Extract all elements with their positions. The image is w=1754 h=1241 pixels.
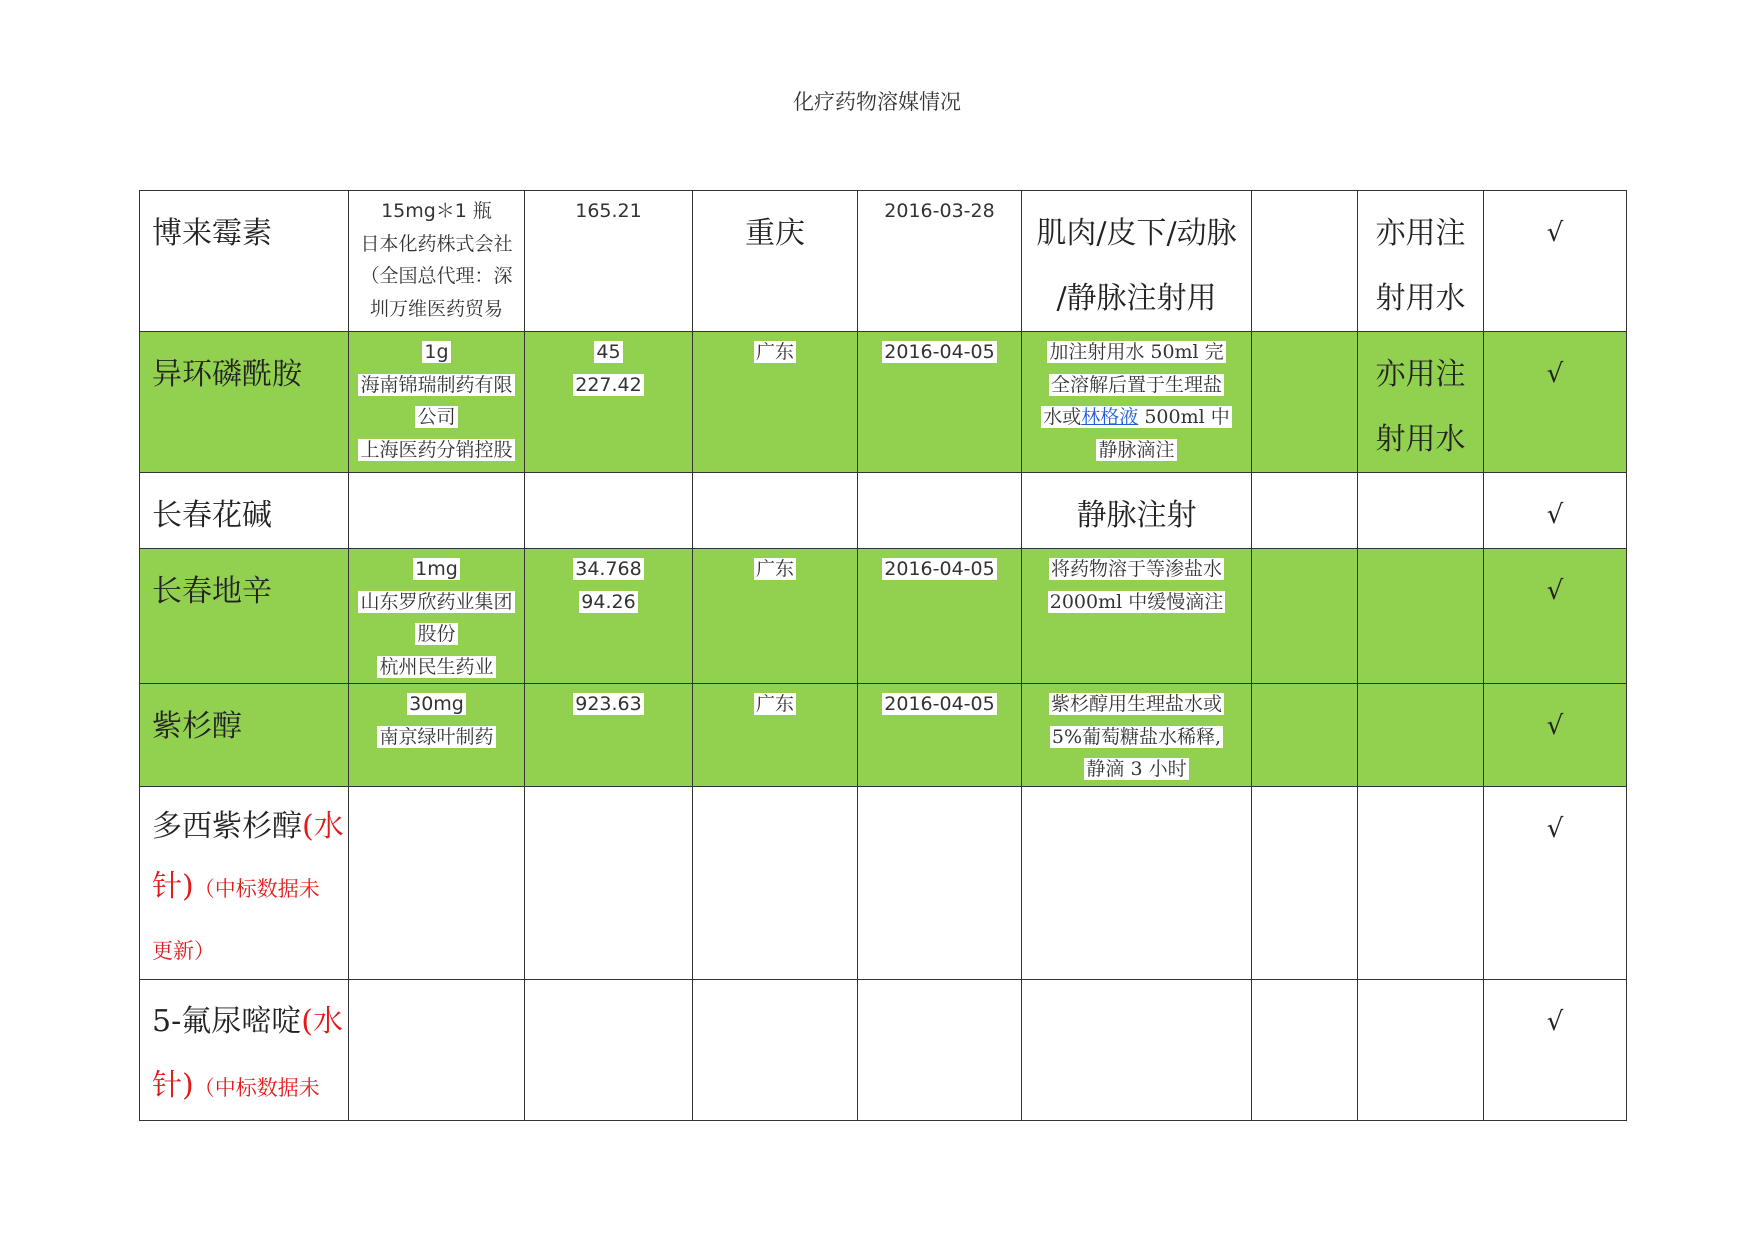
- empty-cell: [693, 473, 858, 549]
- bid-note: （中标数据未: [193, 1075, 320, 1100]
- spec-line: 日本化药株式会社: [360, 232, 513, 255]
- empty-cell: [693, 979, 858, 1120]
- empty-cell: [1358, 684, 1484, 787]
- spec-line: 圳万维医药贸易: [369, 297, 503, 320]
- drug-name: 长春地辛: [152, 574, 272, 609]
- empty-cell: [1252, 684, 1358, 787]
- spec-line: 公司: [417, 406, 456, 428]
- date-value: 2016-03-28: [884, 200, 995, 222]
- spec-line: 南京绿叶制药: [379, 725, 494, 748]
- drug-name: 多西紫杉醇: [152, 808, 302, 844]
- spec-line: 15mg＊1 瓶: [381, 200, 492, 222]
- empty-cell: [693, 786, 858, 979]
- price-cell: [525, 332, 693, 473]
- region-value: 广东: [755, 341, 794, 363]
- route-cell: [1022, 684, 1252, 787]
- empty-cell: [1252, 332, 1358, 473]
- region-value: 广东: [755, 693, 794, 715]
- drug-name-cell: [140, 786, 349, 979]
- drug-name-cell: [140, 979, 349, 1120]
- empty-cell: [349, 473, 525, 549]
- spec-line: 杭州民生药业: [379, 655, 494, 678]
- solvent-line: 射用水: [1375, 422, 1466, 457]
- drug-solvent-table: [139, 190, 1627, 1121]
- spec-line: 30mg: [409, 693, 464, 715]
- empty-cell: [349, 786, 525, 979]
- empty-cell: [1358, 979, 1484, 1120]
- price-value: 165.21: [575, 200, 642, 222]
- solvent-cell: [1358, 332, 1484, 473]
- table-row: [140, 332, 1627, 473]
- route-line: /静脉注射用: [1056, 281, 1217, 316]
- check-cell: [1484, 549, 1627, 684]
- dosage-form-close: 针): [152, 1067, 194, 1103]
- solvent-line: 射用水: [1375, 281, 1466, 316]
- route-cell: [1022, 191, 1252, 332]
- route-cell: [1022, 473, 1252, 549]
- empty-cell: [1252, 549, 1358, 684]
- table-row: [140, 191, 1627, 332]
- date-cell: [858, 684, 1022, 787]
- check-mark: √: [1546, 359, 1564, 389]
- date-value: 2016-04-05: [884, 558, 995, 580]
- region-cell: [693, 684, 858, 787]
- empty-cell: [858, 473, 1022, 549]
- empty-cell: [1252, 473, 1358, 549]
- route-line: 肌肉/皮下/动脉: [1036, 216, 1237, 251]
- drug-name-cell: [140, 549, 349, 684]
- price-value: 45: [596, 341, 621, 363]
- drug-name: 紫杉醇: [152, 709, 242, 744]
- price-value: 923.63: [575, 693, 642, 715]
- check-mark: √: [1546, 500, 1564, 530]
- route-cell: [1022, 332, 1252, 473]
- region-cell: [693, 191, 858, 332]
- region-value: 广东: [755, 558, 794, 580]
- table-row: [140, 684, 1627, 787]
- check-mark: √: [1546, 1006, 1564, 1037]
- drug-name: 5-氟尿嘧啶: [152, 1003, 302, 1039]
- spec-line: 山东罗欣药业集团: [360, 590, 513, 613]
- empty-cell: [1252, 786, 1358, 979]
- bid-note: （中标数据未: [193, 876, 320, 901]
- empty-cell: [1358, 549, 1484, 684]
- check-cell: [1484, 473, 1627, 549]
- region-cell: [693, 332, 858, 473]
- price-value: 227.42: [575, 373, 642, 396]
- region-cell: [693, 549, 858, 684]
- spec-cell: [349, 332, 525, 473]
- empty-cell: [1358, 473, 1484, 549]
- price-value: 34.768: [575, 558, 642, 580]
- spec-line: 上海医药分销控股: [360, 438, 513, 461]
- check-cell: [1484, 332, 1627, 473]
- solvent-line: 亦用注: [1375, 357, 1466, 392]
- empty-cell: [1358, 786, 1484, 979]
- check-mark: √: [1546, 711, 1564, 741]
- table-row: [140, 473, 1627, 549]
- drug-name-cell: [140, 684, 349, 787]
- table-row: [140, 786, 1627, 979]
- empty-cell: [525, 979, 693, 1120]
- date-cell: [858, 191, 1022, 332]
- check-mark: √: [1546, 813, 1564, 844]
- dosage-form-open: (水: [301, 1003, 343, 1039]
- ringer-solution-link[interactable]: 林格液: [1081, 406, 1139, 428]
- check-cell: [1484, 786, 1627, 979]
- route-line: 静脉滴注: [1098, 438, 1175, 461]
- bid-note-cont: 更新）: [152, 938, 215, 963]
- route-line: 将药物溶于等渗盐水: [1050, 558, 1222, 580]
- spec-line: 1g: [424, 341, 449, 363]
- date-value: 2016-04-05: [884, 341, 995, 363]
- route-line: 5%葡萄糖盐水稀释,: [1051, 725, 1222, 748]
- empty-cell: [1252, 191, 1358, 332]
- route-line: 2000ml 中缓慢滴注: [1049, 590, 1224, 613]
- solvent-line: 亦用注: [1375, 216, 1466, 251]
- spec-line: 股份: [417, 623, 456, 645]
- table-row: [140, 549, 1627, 684]
- route-line: 静脉注射: [1076, 498, 1197, 533]
- region-value: 重庆: [745, 216, 805, 251]
- drug-name: 长春花碱: [152, 498, 272, 533]
- empty-cell: [858, 786, 1022, 979]
- route-line-suffix: 500ml 中: [1138, 406, 1230, 428]
- drug-name: 异环磷酰胺: [152, 357, 302, 392]
- check-mark: √: [1546, 218, 1564, 248]
- spec-line: 海南锦瑞制药有限: [360, 373, 513, 396]
- price-cell: [525, 191, 693, 332]
- route-line: 静滴 3 小时: [1086, 758, 1187, 780]
- check-mark: √: [1546, 576, 1564, 606]
- check-cell: [1484, 979, 1627, 1120]
- spec-line: （全国总代理：深: [360, 265, 513, 287]
- drug-name-cell: [140, 473, 349, 549]
- spec-cell: [349, 191, 525, 332]
- empty-cell: [349, 979, 525, 1120]
- empty-cell: [858, 979, 1022, 1120]
- empty-cell: [1022, 786, 1252, 979]
- empty-cell: [525, 473, 693, 549]
- spec-line: 1mg: [415, 558, 458, 580]
- route-line: 全溶解后置于生理盐: [1050, 373, 1222, 396]
- empty-cell: [1022, 979, 1252, 1120]
- route-line-prefix: 水或: [1043, 406, 1082, 428]
- spec-cell: [349, 684, 525, 787]
- solvent-cell: [1358, 191, 1484, 332]
- dosage-form-close: 针): [152, 868, 194, 904]
- drug-name-cell: [140, 332, 349, 473]
- route-cell: [1022, 549, 1252, 684]
- empty-cell: [1252, 979, 1358, 1120]
- drug-name: 博来霉素: [152, 216, 272, 251]
- date-value: 2016-04-05: [884, 693, 995, 715]
- table-row: [140, 979, 1627, 1120]
- empty-cell: [525, 786, 693, 979]
- date-cell: [858, 332, 1022, 473]
- check-cell: [1484, 684, 1627, 787]
- spec-cell: [349, 549, 525, 684]
- date-cell: [858, 549, 1022, 684]
- drug-name-cell: [140, 191, 349, 332]
- route-line: 紫杉醇用生理盐水或: [1050, 693, 1222, 715]
- page-title: 化疗药物溶媒情况: [793, 90, 961, 114]
- price-cell: [525, 684, 693, 787]
- price-cell: [525, 549, 693, 684]
- check-cell: [1484, 191, 1627, 332]
- route-line: 加注射用水 50ml 完: [1049, 341, 1224, 363]
- price-value: 94.26: [581, 590, 636, 613]
- dosage-form-open: (水: [302, 808, 344, 844]
